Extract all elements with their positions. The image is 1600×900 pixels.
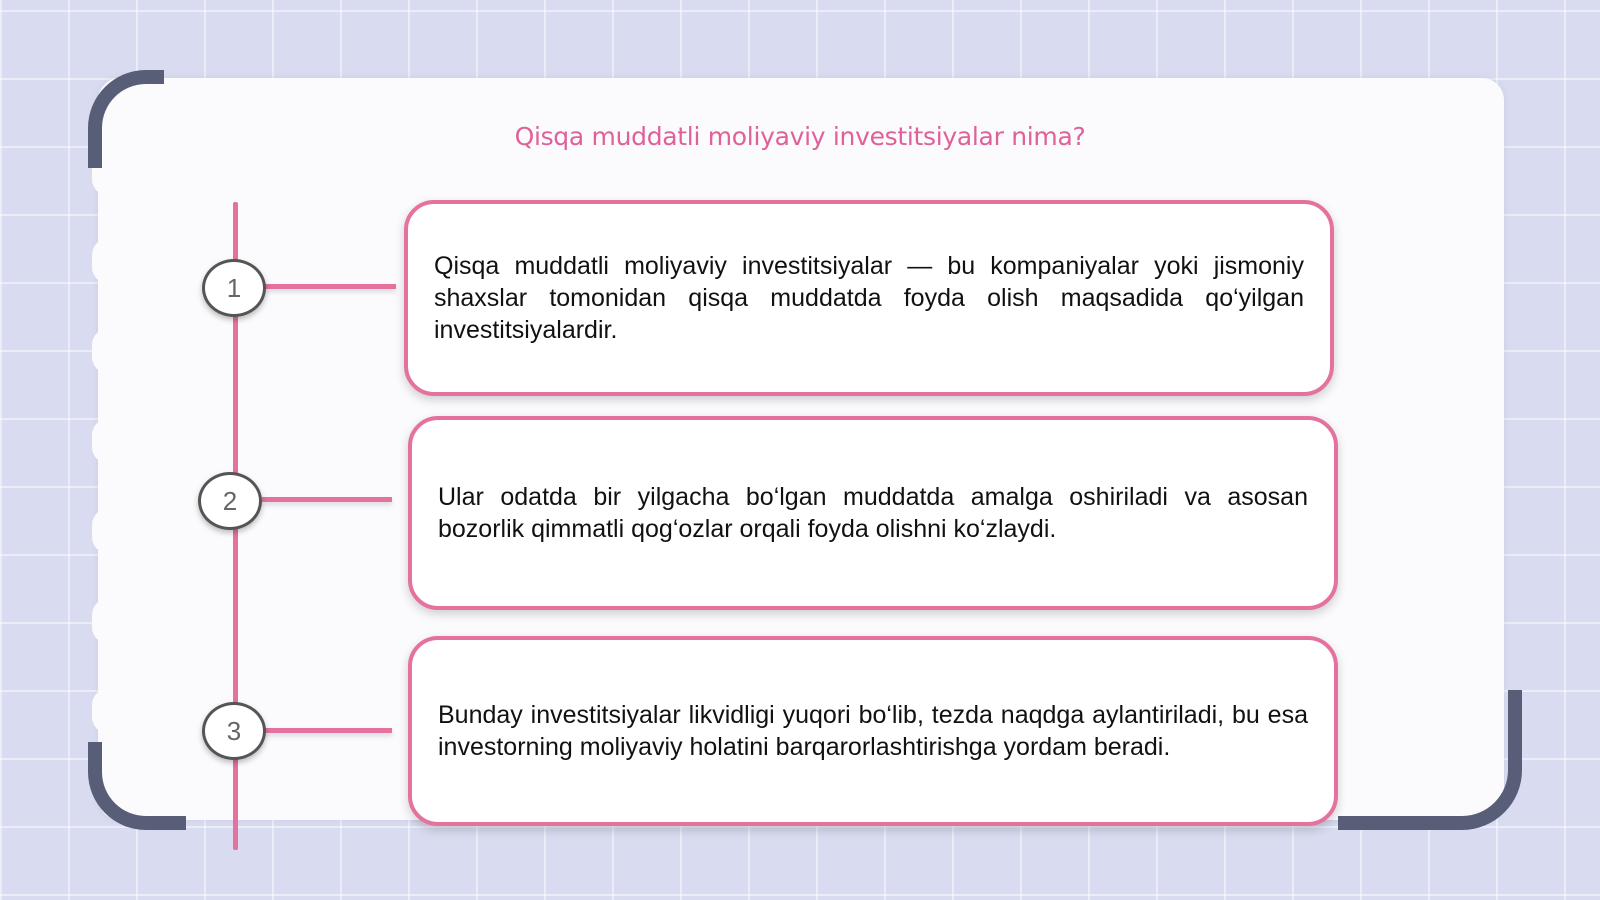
- corner-bracket-top-left: [88, 70, 164, 168]
- paper-tab: [92, 418, 126, 464]
- paper-tab: [92, 598, 126, 644]
- info-card-text: Qisqa muddatli moliyaviy investitsiyalar — bu kompaniyalar yoki jismoniy shaxslar tomonidan qisqa muddatda foyda olish maqsadida qo‘yilgan investitsiyalardir.: [434, 252, 1304, 344]
- paper-tab: [92, 688, 126, 734]
- step-number-badge: 3: [202, 702, 266, 760]
- corner-bracket-bottom-left: [88, 742, 186, 830]
- info-card-text: Ular odatda bir yilgacha bo‘lgan muddatda amalga oshiriladi va asosan bozorlik qimmatli qog‘ozlar orqali foyda olishni ko‘zlaydi.: [438, 483, 1308, 543]
- corner-bracket-bottom-right: [1338, 690, 1522, 830]
- paper-tab: [92, 508, 126, 554]
- info-card: [408, 636, 1338, 826]
- step-number-badge: 2: [198, 472, 262, 530]
- slide-title: Qisqa muddatli moliyaviy investitsiyalar nima?: [514, 122, 1086, 151]
- paper-tab: [92, 238, 126, 284]
- connector-line: [262, 497, 392, 502]
- paper-tab: [92, 328, 126, 374]
- info-card: [404, 200, 1334, 396]
- step-number-badge: 1: [202, 259, 266, 317]
- info-card: [408, 416, 1338, 610]
- connector-line: [264, 284, 396, 289]
- connector-line: [264, 728, 392, 733]
- info-card-text: Bunday investitsiyalar likvidligi yuqori bo‘lib, tezda naqdga aylantiriladi, bu esa investorning moliyaviy holatini barqarorlashtirishga yordam beradi.: [438, 701, 1308, 761]
